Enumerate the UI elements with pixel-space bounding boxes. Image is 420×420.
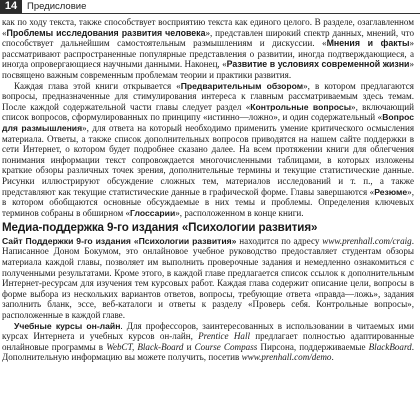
bold-term: Учебные курсы он-лайн (14, 320, 121, 331)
bold-term: Проблемы исследования развития человека (6, 27, 206, 38)
bold-term: Вопрос для размышления (2, 112, 414, 133)
bold-term: Контрольные вопросы (250, 101, 352, 112)
bold-term: Мнения и факты (326, 38, 410, 49)
page-header (0, 0, 420, 13)
text-run: . Дополнительную информацию вы можете получить, посетив (2, 341, 415, 363)
text-run: », для ответа на который необходимо применить умение критического осмысления материала. Ответы, а также список дополнительных вопросов приводятся на нашем сайте поддержки в сети Интернет, о котором будет подробнее сказано далее. На всем протяжении книги для облегчения понимания информации текст сопровождается многочисленными таблицами, в которых изложены краткие обзоры различных точек зрения, дополнительные термины и текущие статистические данные. Рисунки иллюстрируют обсуждение сложных тем, материалов исследований и т. п., а также представляют как текущие статистические данные в графической форме. Главы завершаются « (2, 122, 415, 197)
bold-term: Развитие в условиях современной жизни (226, 59, 410, 70)
text-run: », в котором обобщаются основные обсуждаемые в них темы и проблемы. Определения ключевых терминов собраны в обширном « (2, 186, 414, 218)
bold-term: Сайт Поддержки 9-го издания «Психологии развития» (2, 235, 237, 246)
page-number: 14 (0, 0, 22, 13)
italic-term: Course Compass (194, 341, 258, 352)
text-run: как по ходу текста, также способствует восприятию текста как единого целого. В разделе, озаглавленном « (2, 17, 414, 38)
demo-url: www.prenhall.com/demo (241, 352, 332, 363)
italic-term: WebCT, Black-Board (106, 341, 184, 352)
running-title: Предисловие (27, 1, 87, 12)
text-run: и (183, 341, 195, 352)
text-run: . (331, 352, 334, 363)
bold-term: Предварительным обзором (180, 80, 304, 91)
text-run: » рассматривают распространенные популярные представления о развитии, иногда подтверждающиеся, а иногда опровергающиеся научными данными. Наконец, « (2, 38, 414, 70)
text-run: », расположенном в конце книги. (175, 207, 304, 218)
chapter-structure-paragraph (2, 81, 414, 219)
online-courses-paragraph (2, 321, 414, 363)
header-rule (0, 13, 420, 14)
text-run: », включающий список вопросов, сформулированных по принципу «истинно—ложно», и один содержательный « (2, 101, 414, 123)
support-site-url: www.prenhall.com/craig (322, 235, 412, 246)
text-run: » посвящено важным современным проблемам теории и практики развития. (2, 59, 414, 80)
text-run: », представлен широкий спектр данных, мнений, что способствует дальнейшим самостоятельным размышлениям и дискуссии. « (2, 27, 414, 49)
bold-term: Глоссарии (130, 207, 176, 218)
page-body (2, 17, 414, 363)
italic-term: BlackBoard (368, 341, 412, 352)
text-run: », в котором предлагаются вопросы, предназначенные для стимулирования интереса к главным рассматриваемым здесь темам. После каждой содержательной части главы следует раздел « (2, 80, 414, 112)
support-site-paragraph (2, 236, 414, 321)
text-run: Каждая глава этой книги открывается « (14, 80, 181, 91)
text-run: Пирсона, поддерживаемые (257, 341, 369, 352)
bold-term: Резюме (374, 186, 408, 197)
intro-paragraph (2, 17, 414, 81)
text-run: находится по адресу (236, 235, 323, 246)
text-run: предлагает полностью адаптированные онлайновые программы в (2, 331, 414, 352)
text-run: . Написанное Доном Бокумом, это онлайновое учебное руководство предоставляет студентам обзоры материала каждой главы, позволяет им выполнить проверочные задания и немедленно ознакомиться с полученными результатами. Кроме этого, в каждой главе предлагается список ссылок к дополнительным Интернет-ресурсам для изучения тем курсовых работ. Каждая глава содержит описание цели, вопросы в форме выбора из нескольких вариантов ответов, вопросы, требующие ответа «правда—ложь», задания заполнить бланк, эссе, веб-каталоги и ответы к разделу «Проверь себя. Контрольные вопросы», расположенные в каждой главе. (2, 235, 414, 320)
italic-term: Prentice Hall (198, 331, 251, 342)
section-heading: Медиа-поддержка 9-го издания «Психологии развития» (2, 221, 318, 235)
text-run: . Для профессоров, заинтересованных в использовании в читаемых ими курсах Интернета и учебных курсов он-лайн, (2, 320, 414, 342)
